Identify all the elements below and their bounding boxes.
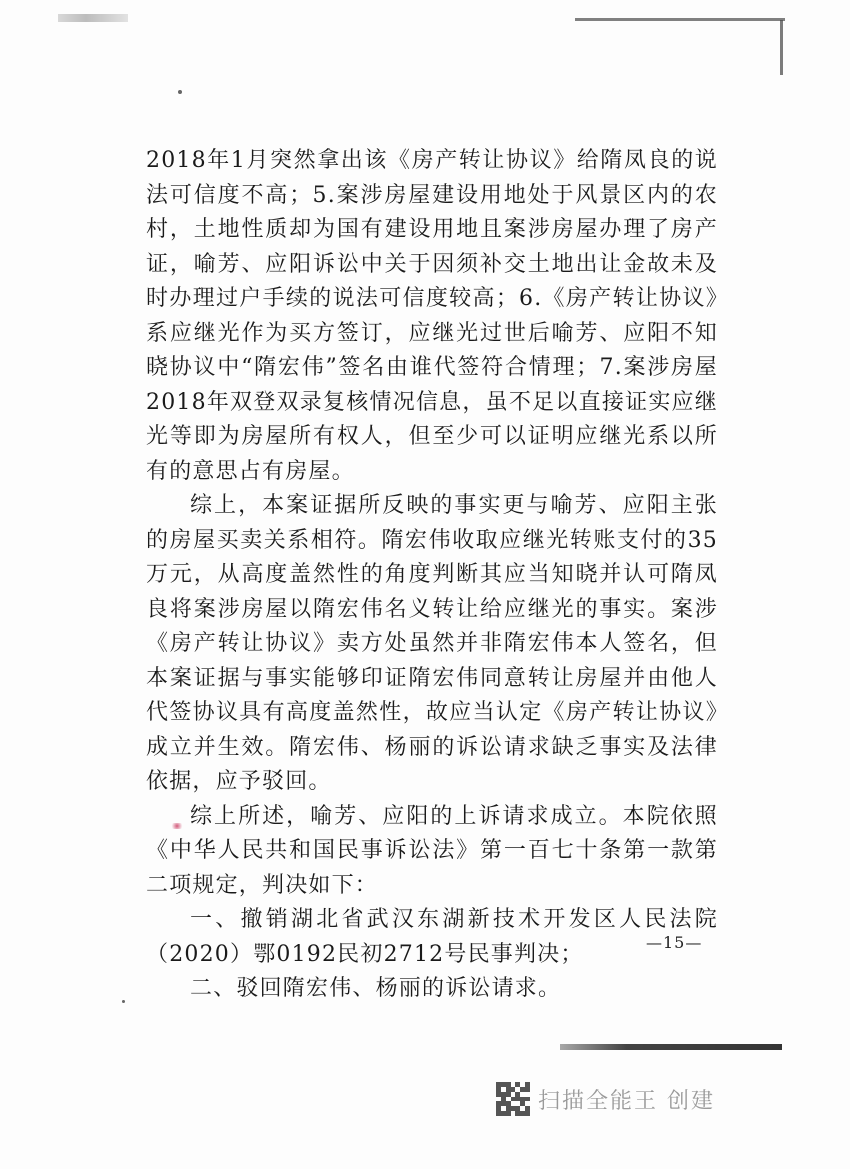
paragraph: 一、撤销湖北省武汉东湖新技术开发区人民法院（2020）鄂0192民初2712号民事判决； bbox=[146, 907, 718, 967]
watermark bbox=[496, 1082, 715, 1116]
page-number: —15— bbox=[646, 933, 703, 952]
watermark-text: 扫描全能王 创建 bbox=[538, 1088, 715, 1114]
scan-artifact bbox=[58, 14, 128, 22]
paragraph: 综上所述，喻芳、应阳的上诉请求成立。本院依照《中华人民共和国民事诉讼法》第一百七十条第一款第二项规定，判决如下： bbox=[146, 803, 718, 898]
scan-artifact bbox=[178, 90, 182, 94]
scan-artifact bbox=[780, 20, 783, 75]
qr-code-icon bbox=[496, 1082, 530, 1116]
scan-artifact bbox=[575, 18, 785, 21]
scan-artifact bbox=[122, 1000, 125, 1003]
paragraph: 综上，本案证据所反映的事实更与喻芳、应阳主张的房屋买卖关系相符。隋宏伟收取应继光转账支付的35万元，从高度盖然性的角度判断其应当知晓并认可隋凤良将案涉房屋以隋宏伟名义转让给应继光的事实。案涉《房产转让协议》卖方处虽然并非隋宏伟本人签名，但本案证据与事实能够印证隋宏伟同意转让房屋并由他人代签协议具有高度盖然性，故应当认定《房产转让协议》成立并生效。隋宏伟、杨丽的诉讼请求缺乏事实及法律依据，应予驳回。 bbox=[146, 493, 718, 794]
document-body bbox=[146, 144, 718, 1007]
paragraph: 二、驳回隋宏伟、杨丽的诉讼请求。 bbox=[190, 976, 562, 1001]
scan-artifact bbox=[560, 1044, 782, 1050]
paragraph: 2018年1月突然拿出该《房产转让协议》给隋凤良的说法可信度不高；5.案涉房屋建设用地处于风景区内的农村，土地性质却为国有建设用地且案涉房屋办理了房产证，喻芳、应阳诉讼中关于因须补交土地出让金故未及时办理过户手续的说法可信度较高；6.《房产转让协议》系应继光作为买方签订，应继光过世后喻芳、应阳不知晓协议中“隋宏伟”签名由谁代签符合情理；7.案涉房屋2018年双登双录复核情况信息，虽不足以直接证实应继光等即为房屋所有权人，但至少可以证明应继光系以所有的意思占有房屋。 bbox=[146, 148, 718, 484]
